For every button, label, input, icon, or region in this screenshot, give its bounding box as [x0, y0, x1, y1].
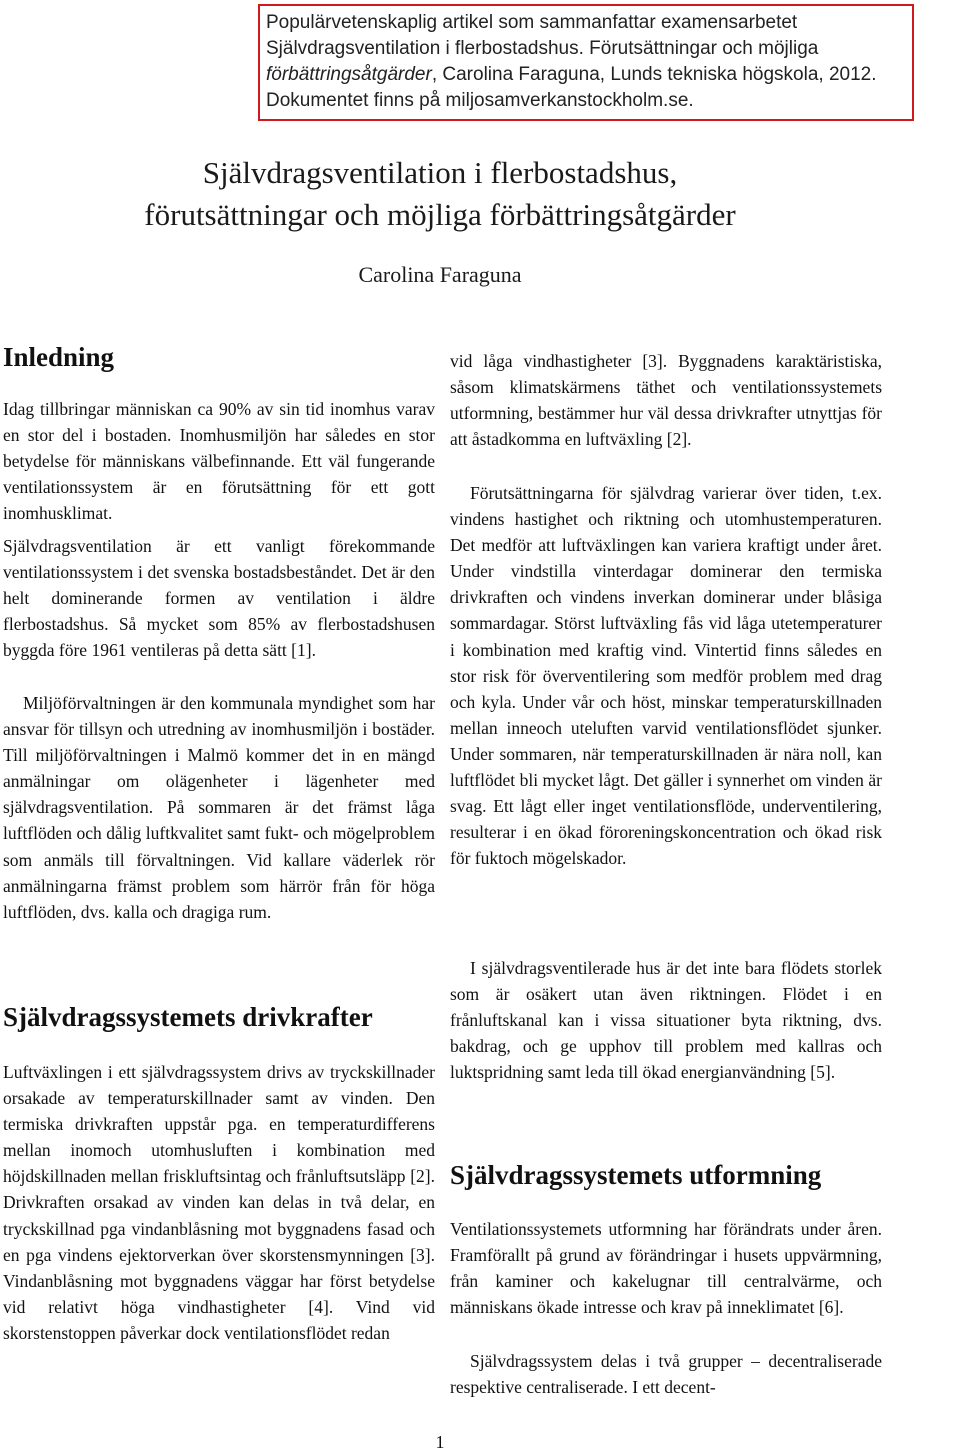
paragraph-text: Luftväxlingen i ett självdragssystem drivs av tryckskillnader orsakade av temperaturskillnader samt av vinden. Den termiska drivkraften uppstår pga. en temperaturdifferens mellan inomoch utomhusluften i kombination med höjdskillnaden mellan friskluftsintag och frånluftsutsläpp [2]. Drivkraften orsakad av vinden kan delas in två delar, en tryckskillnad pga vindanblåsning mot byggnadens fasad och en pga vindens ejektorverkan över skorstensmynningen [3]. Vindanblåsning mot byggnadens väggar har först betydelse vid relativt höga vindhastigheter [4]. Vind vid skorstenstoppen påverkar dock ventilationsflödet redan — [3, 1062, 435, 1343]
right-paragraph-1 — [450, 348, 882, 452]
paragraph-text: Självdragsventilation är ett vanligt förekommande ventilationssystem i det svenska bostadsbeståndet. Det är den helt dominerande formen av ventilation i äldre flerbostadshus. Så mycket som 85% av flerbostadshusen byggda före 1961 ventileras på detta sätt [1]. — [3, 536, 435, 661]
article-title — [0, 152, 880, 236]
notice-line-4: Dokumentet finns på miljosamverkanstockholm.se. — [266, 90, 694, 111]
design-paragraph-2 — [450, 1348, 882, 1400]
notice-line-1: Populärvetenskaplig artikel som sammanfattar examensarbetet — [266, 12, 798, 33]
notice-author-info: , Carolina Faraguna, Lunds tekniska högskola, 2012. — [431, 64, 877, 85]
source-notice-box — [258, 4, 914, 121]
paragraph-text: I självdragsventilerade hus är det inte bara flödets storlek som är osäkert utan även riktningen. Flödet i en frånluftskanal kan i vissa situationer byta riktning, dvs. bakdrag, och ge upphov till problem med kallras och luktspridning samt leda till ökad energianvändning [5]. — [450, 958, 882, 1083]
paragraph-text: Miljöförvaltningen är den kommunala myndighet som har ansvar för tillsyn och utredning av inomhusmiljön i bostäder. Till miljöförvaltningen i Malmö kommer det in en mängd anmälningar om olägenheter i lägenheter med självdragsventilation. På sommaren är det främst låga luftflöden och dålig luftkvalitet samt fukt- och mögelproblem som anmäls till förvaltningen. Vid kallare väderlek rör anmälningarna främst problem som härrör från för höga luftflöden, dvs. kalla och dragiga rum. — [3, 693, 435, 922]
author-name: Carolina Faraguna — [358, 262, 522, 287]
notice-line-2: Självdragsventilation i flerbostadshus. Förutsättningar och möjliga — [266, 38, 819, 59]
section-heading-utformning: Självdragssystemets utformning — [450, 1160, 822, 1190]
intro-paragraph-3 — [3, 690, 435, 925]
drive-paragraph-1 — [3, 1059, 435, 1346]
paragraph-text: vid låga vindhastigheter [3]. Byggnadens karaktäristiska, såsom klimatskärmens täthet och ventilationssystemets utformning, bestämmer hur väl dessa drivkrafter utnyttjas för att åstadkomma en luftväxling [2]. — [450, 351, 882, 450]
paragraph-text: Förutsättningarna för självdrag varierar över tiden, t.ex. vindens hastighet och riktning och utomhustemperaturen. Det medför att luftväxlingen kan variera kraftigt under året. Under vindstilla vinterdagar dominerar den termiska drivkraften och vindens inverkan dominerar under blåsiga sommardagar. Störst luftväxling fås vid låga utetemperaturer i kombination med kraftig vind. Vintertid finns således en stor risk för överventilering som medför problem med drag och kyla. Under vår och höst, minskar temperaturskillnaden mellan inneoch uteluften varvid ventilationsflödet sjunker. Under sommaren, när temperaturskillnaden är nära noll, kan luftflödet bli mycket lågt. Det gäller i synnerhet om vinden är svag. Ett lågt eller inget ventilationsflöde, underventilering, resulterar i en ökad föroreningskoncentration och ökad risk för fuktoch mögelskador. — [450, 483, 882, 869]
notice-line-3 — [266, 62, 912, 88]
notice-thesis-title: förbättringsåtgärder — [266, 64, 432, 85]
right-paragraph-2 — [450, 480, 882, 871]
paragraph-text: Ventilationssystemets utformning har förändrats under åren. Framförallt på grund av förändringar i husets uppvärmning, från kaminer och kakelugnar till centralvärme, och människans ökade intresse och krav på inneklimatet [6]. — [450, 1219, 882, 1318]
intro-paragraph-1 — [3, 396, 435, 526]
design-paragraph-1 — [450, 1216, 882, 1320]
paragraph-text: Idag tillbringar människan ca 90% av sin tid inomhus varav en stor del i bostaden. Inomhusmiljön har således en stor betydelse för människans välbefinnande. Ett väl fungerande ventilationssystem är en förutsättning för ett gott inomhusklimat. — [3, 399, 435, 524]
page-number: 1 — [435, 1432, 445, 1452]
intro-paragraph-2 — [3, 533, 435, 663]
section-heading-drivkrafter: Självdragssystemets drivkrafter — [3, 1002, 373, 1032]
title-line-1: Självdragsventilation i flerbostadshus, — [202, 155, 678, 190]
title-line-2: förutsättningar och möjliga förbättringsåtgärder — [144, 197, 736, 232]
paragraph-text: Självdragssystem delas i två grupper – decentraliserade respektive centraliserade. I ett decent- — [450, 1351, 882, 1398]
right-paragraph-3 — [450, 955, 882, 1085]
section-heading-inledning: Inledning — [3, 342, 115, 372]
